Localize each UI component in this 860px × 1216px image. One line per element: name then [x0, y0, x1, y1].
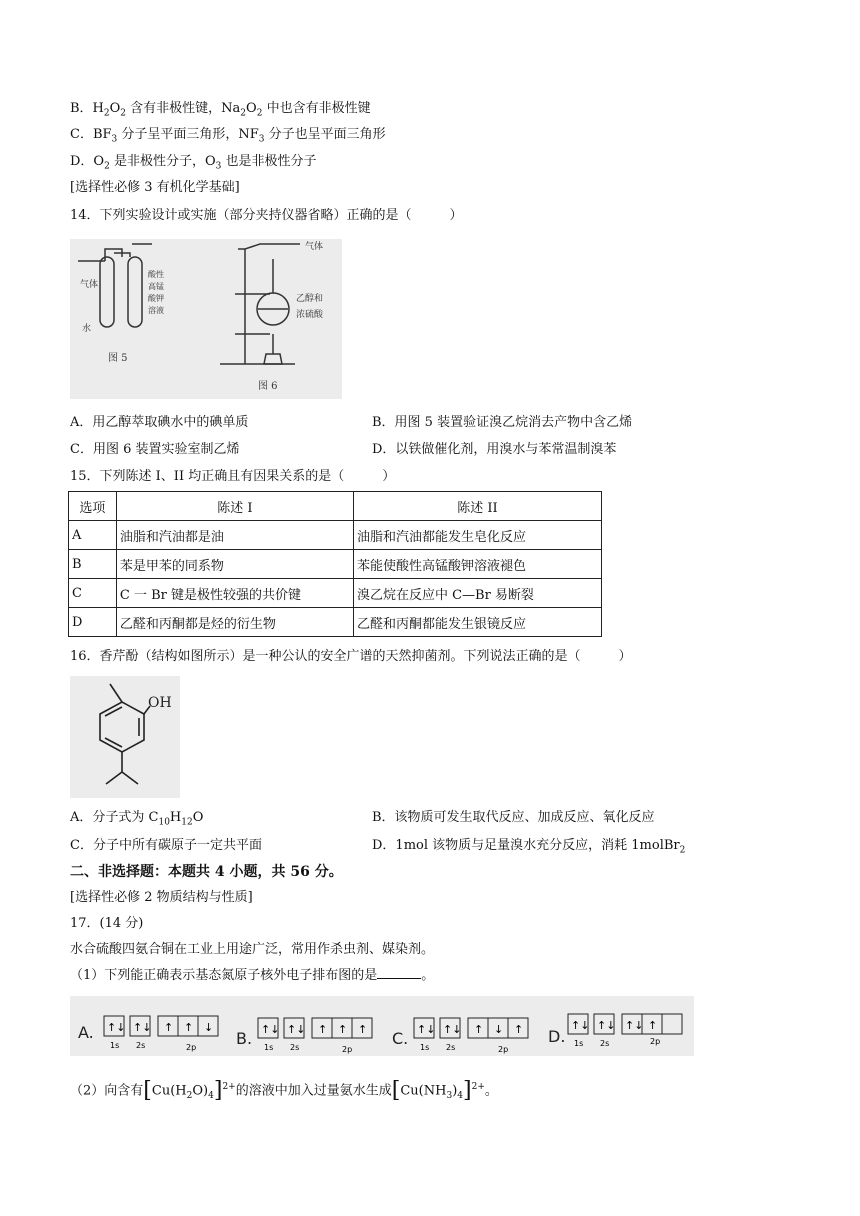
label-2s: 2s [600, 1039, 610, 1048]
carvacrol-structure [70, 676, 180, 798]
table-row [69, 521, 602, 550]
row-statement-2: 乙醛和丙酮都能发生银镜反应 [353, 608, 601, 637]
label-2p: 2p [186, 1043, 197, 1052]
orbital-2p: ↑ [474, 1023, 484, 1036]
carvacrol-drawing [70, 676, 180, 798]
row-statement-2: 苯能使酸性高锰酸钾溶液褪色 [353, 550, 601, 579]
row-option: B [69, 550, 117, 579]
label-2p: 2p [342, 1045, 353, 1054]
fig6-reagent-1: 乙醇和 [296, 294, 324, 304]
section-label-elective-3: [选择性必修 3 有机化学基础] [70, 180, 240, 195]
orbital-2p: ↑ [318, 1023, 328, 1036]
option-letter: A. [78, 1023, 94, 1042]
orbital-2p: ↓ [494, 1023, 504, 1036]
answer-blank [377, 966, 421, 979]
fig6-gas-label: 气体 [305, 242, 324, 252]
row-statement-1: 油脂和汽油都是油 [116, 521, 353, 550]
q14-stem: 14．下列实验设计或实施（部分夹持仪器省略）正确的是（ ） [70, 208, 463, 223]
fig5-gas-label: 气体 [80, 280, 99, 290]
orbital-2s: ↑↓ [443, 1023, 462, 1036]
q14-option-a: A．用乙醇萃取碘水中的碘单质 [70, 415, 249, 430]
fig5-caption: 图 5 [108, 353, 128, 364]
label-1s: 1s [420, 1043, 430, 1052]
fig5-reagent-4: 溶液 [148, 306, 164, 315]
orbital-1s: ↑↓ [107, 1021, 126, 1034]
label-2p: 2p [498, 1045, 509, 1054]
row-option: D [69, 608, 117, 637]
q14-option-d: D．以铁做催化剂，用溴水与苯常温制溴苯 [372, 442, 617, 457]
orbital-1s: ↑↓ [261, 1023, 280, 1036]
table-row [69, 608, 602, 637]
header-statement-1: 陈述 I [116, 492, 353, 521]
orbital-2p: ↑ [514, 1023, 524, 1036]
q17-intro: 水合硫酸四氨合铜在工业上用途广泛，常用作杀虫剂、媒染剂。 [70, 942, 435, 957]
q17-number: 17．(14 分) [70, 916, 144, 931]
label-1s: 1s [264, 1043, 274, 1052]
option-letter: D. [548, 1027, 566, 1046]
row-statement-1: C 一 Br 键是极性较强的共价键 [116, 579, 353, 608]
q17-sub2: （2）向含有$[Cu(H_2O)_4]^{2+}$的溶液中加入过量氨水生成$[Cu(NH_3)_4]^{2+}$。 [70, 1077, 498, 1103]
orbital-option-d [548, 1014, 682, 1048]
orbital-2p: ↑ [338, 1023, 348, 1036]
q14-option-b: B．用图 5 装置验证溴乙烷消去产物中含乙烯 [372, 415, 633, 430]
fig6-reagent-2: 浓硫酸 [296, 310, 324, 320]
orbital-2p: ↑ [358, 1023, 368, 1036]
orbital-2p: ↑ [164, 1021, 174, 1034]
section-label-elective-2: [选择性必修 2 物质结构与性质] [70, 890, 253, 905]
part2-title: 二、非选择题：本题共 4 小题，共 56 分。 [70, 864, 343, 880]
row-option: C [69, 579, 117, 608]
label-2s: 2s [290, 1043, 300, 1052]
row-statement-1: 苯是甲苯的同系物 [116, 550, 353, 579]
table-row [69, 579, 602, 608]
label-2s: 2s [446, 1043, 456, 1052]
orbital-2s: ↑↓ [287, 1023, 306, 1036]
fig5-reagent-2: 高锰 [148, 282, 164, 291]
orbital-diagrams [70, 996, 694, 1056]
q13-option-d: D．$O_2$ 是非极性分子，$O_3$ 也是非极性分子 [70, 154, 317, 172]
q16-stem: 16．香芹酚（结构如图所示）是一种公认的安全广谱的天然抑菌剂。下列说法正确的是（ ） [70, 649, 632, 664]
table-row [69, 550, 602, 579]
q17-sub1: （1）下列能正确表示基态氮原子核外电子排布图的是 。 [70, 968, 435, 983]
orbital-2p: ↑ [184, 1021, 194, 1034]
orbital-2p: ↓ [204, 1021, 214, 1034]
orbital-1s: ↑↓ [417, 1023, 436, 1036]
orbital-2p: ↑↓ [625, 1019, 644, 1032]
q14-apparatus-drawing [70, 239, 342, 399]
orbital-option-c [392, 1018, 528, 1054]
header-statement-2: 陈述 II [353, 492, 601, 521]
q13-option-c: C．$BF_3$ 分子呈平面三角形，$NF_3$ 分子也呈平面三角形 [70, 127, 386, 145]
orbital-2s: ↑↓ [597, 1019, 616, 1032]
row-option: A [69, 521, 117, 550]
orbital-2s: ↑↓ [133, 1021, 152, 1034]
option-letter: B. [236, 1029, 253, 1048]
orbital-1s: ↑↓ [571, 1019, 590, 1032]
row-statement-2: 溴乙烷在反应中 C—Br 易断裂 [353, 579, 601, 608]
fig6-caption: 图 6 [258, 381, 278, 392]
row-statement-2: 油脂和汽油都能发生皂化反应 [353, 521, 601, 550]
q14-option-c: C．用图 6 装置实验室制乙烯 [70, 442, 240, 457]
label-1s: 1s [110, 1041, 120, 1050]
row-statement-1: 乙醛和丙酮都是烃的衍生物 [116, 608, 353, 637]
fig5-reagent-1: 酸性 [148, 270, 164, 279]
label-1s: 1s [574, 1039, 584, 1048]
fig5-reagent-3: 酸钾 [148, 294, 164, 303]
q16-option-c: C．分子中所有碳原子一定共平面 [70, 838, 262, 853]
label-2p: 2p [650, 1037, 661, 1046]
q16-option-a: A．分子式为 $C_{10}H_{12}O$ [70, 810, 204, 828]
orbital-diagram-strip [70, 996, 694, 1056]
q16-option-d: D．1mol 该物质与足量溴水充分反应，消耗 1molBr$_2$ [372, 838, 686, 856]
q15-stem: 15．下列陈述 I、II 均正确且有因果关系的是（ ） [70, 469, 396, 484]
orbital-option-b [236, 1018, 372, 1054]
option-letter: C. [392, 1029, 409, 1048]
q15-table [68, 491, 602, 637]
label-2s: 2s [136, 1041, 146, 1050]
q13-option-b: B．$H_2O_2$ 含有非极性键，$Na_2O_2$ 中也含有非极性键 [70, 101, 371, 119]
q14-figure [70, 239, 342, 399]
orbital-option-a [78, 1016, 218, 1052]
q16-option-b: B．该物质可发生取代反应、加成反应、氧化反应 [372, 810, 655, 825]
header-option: 选项 [69, 492, 117, 521]
orbital-2p: ↑ [648, 1019, 658, 1032]
hydroxyl-label: OH [148, 695, 172, 711]
table-header-row [69, 492, 602, 521]
fig5-water-label: 水 [82, 324, 92, 334]
